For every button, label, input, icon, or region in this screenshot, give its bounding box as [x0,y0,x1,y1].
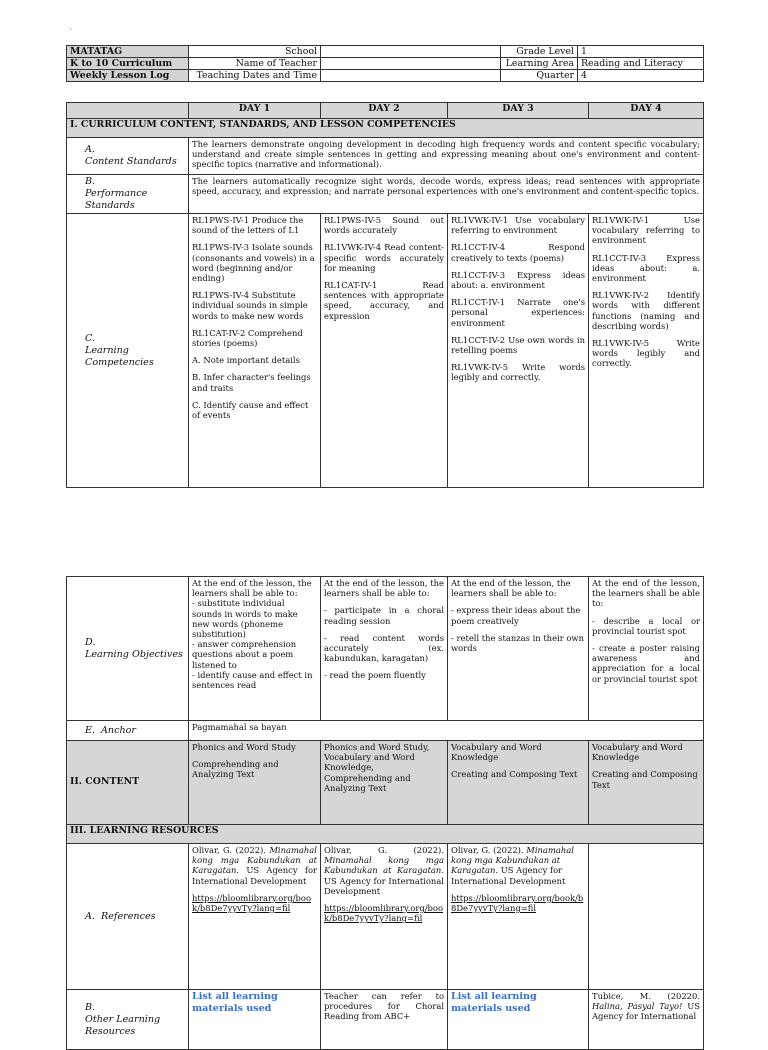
objectives-day4[interactable]: At the end of the lesson, the learners shall be able to: - describe a local or provincial tourist spot - create a poster raising awareness and appreciation for a local or provincial tourist spot [589,577,704,721]
other-resources-day3[interactable]: List all learning materials used [448,990,589,1050]
reference-link[interactable]: https://bloomlibrary.org/book/b8De7yyvTy?lang=fil [192,892,311,914]
school-label: School [189,46,321,58]
objectives-day2[interactable]: At the end of the lesson, the learners shall be able to: - participate in a choral reading session - read content words accurately (ex. kabundukan, karagatan) - read the poem fluently [321,577,448,721]
performance-standards-label: B.Performance Standards [67,175,189,214]
header-table [66,45,704,82]
reference-link[interactable]: https://bloomlibrary.org/book/b8De7yyvTy?lang=fil [451,892,584,914]
references-label: A. References [67,844,189,990]
day-header: DAY 1 [189,103,321,119]
teacher-value[interactable] [321,58,501,70]
day-header: DAY 3 [448,103,589,119]
anchor-label: E. Anchor [67,721,189,741]
school-value[interactable] [321,46,501,58]
day-header: DAY 4 [589,103,704,119]
lesson-log-table-1 [66,102,704,488]
other-resources-day4[interactable]: Tubice, M. (20220. Halina, Pasyal Tayo! US Agency for International [589,990,704,1050]
grade-level-value[interactable]: 1 [578,46,704,58]
content-standards-text[interactable]: The learners demonstrate ongoing development in decoding high frequency words and content specific vocabulary; understand and create simple sentences in getting and expressing meaning about one's environment and content-specific topics (narrative and informational). [189,138,704,175]
teacher-label: Name of Teacher [189,58,321,70]
corner-cell [67,103,189,119]
quarter-label: Quarter [501,70,578,82]
references-day1[interactable]: Olivar, G. (2022). Minamahal kong mga Kabundukan at Karagatan. US Agency for International Development https://bloomlibrary.org/book/b8De7yyvTy?lang=fil [189,844,321,990]
learning-objectives-label: D.Learning Objectives [67,577,189,721]
other-resources-day2[interactable]: Teacher can refer to procedures for Choral Reading from ABC+ [321,990,448,1050]
day-header: DAY 2 [321,103,448,119]
other-resources-label: B.Other Learning Resources [67,990,189,1050]
dates-value[interactable] [321,70,501,82]
competencies-day4[interactable]: RL1VWK-IV-1 Use vocabulary referring to environment RL1CCT-IV-3 Express ideas about: a. environment RL1VWK-IV-2 Identify words with different functions (naming and describing words) RL1VWK-IV-5 Write words legibly and correctly. [589,214,704,488]
reference-link[interactable]: https://bloomlibrary.org/book/b8De7yyvTy?lang=fil [324,903,443,924]
lesson-log-table-2 [66,576,704,1050]
content-standards-label: A.Content Standards [67,138,189,175]
references-day3[interactable]: Olivar, G. (2022). Minamahal kong mga Kabundukan at Karagatan. US Agency for International Development https://bloomlibrary.org/book/b8De7yyvTy?lang=fil [448,844,589,990]
objectives-day1[interactable]: At the end of the lesson, the learners shall be able to: - substitute individual sounds in words to make new words (phoneme substitution) - answer comprehension questions about a poem listened to - identify cause and effect in sentences read [189,577,321,721]
other-resources-day1[interactable]: List all learning materials used [189,990,321,1050]
dates-label: Teaching Dates and Time [189,70,321,82]
content-day2[interactable]: Phonics and Word Study, Vocabulary and Word Knowledge, Comprehending and Analyzing Text [321,741,448,825]
competencies-day1[interactable]: RL1PWS-IV-1 Produce the sound of the letters of L1 RL1PWS-IV-3 Isolate sounds (consonants and vowels) in a word (beginning and/or ending) RL1PWS-IV-4 Substitute individual sounds in simple words to make new words RL1CAT-IV-2 Comprehend stories (poems) A. Note important details B. Infer character's feelings and traits C. Identify cause and effect of events [189,214,321,488]
references-day4[interactable] [589,844,704,990]
competencies-day3[interactable]: RL1VWK-IV-1 Use vocabulary referring to environment RL1CCT-IV-4 Respond creatively to texts (poems) RL1CCT-IV-3 Express ideas about: a. environment RL1CCT-IV-1 Narrate one's personal experiences: environment RL1CCT-IV-2 Use own words in retelling poems RL1VWK-IV-5 Write words legibly and correctly. [448,214,589,488]
content-day3[interactable]: Vocabulary and Word Knowledge Creating and Composing Text [448,741,589,825]
competencies-day2[interactable]: RL1PWS-IV-5 Sound out words accurately RL1VWK-IV-4 Read content-specific words accurately for meaning RL1CAT-IV-1 Read sentences with appropriate speed, accuracy, and expression [321,214,448,488]
content-day1[interactable]: Phonics and Word Study Comprehending and Analyzing Text [189,741,321,825]
corner-mark: ` [69,28,73,37]
learning-area-label: Learning Area [501,58,578,70]
curriculum-label: MATATAG [67,46,189,58]
content-day4[interactable]: Vocabulary and Word Knowledge Creating and Composing Text [589,741,704,825]
section-heading: I. CURRICULUM CONTENT, STANDARDS, AND LESSON COMPETENCIES [67,119,704,138]
grade-level-label: Grade Level [501,46,578,58]
curriculum-label: K to 10 Curriculum [67,58,189,70]
curriculum-label: Weekly Lesson Log [67,70,189,82]
performance-standards-text[interactable]: The learners automatically recognize sight words, decode words, express ideas; read sentences with appropriate speed, accuracy, and expression; and narrate personal experiences with one's environment and content-specific topics. [189,175,704,214]
learning-competencies-label: C.Learning Competencies [67,214,189,488]
learning-area-value[interactable]: Reading and Literacy [578,58,704,70]
references-day2[interactable]: Olivar, G. (2022). Minamahal kong mga Kabundukan at Karagatan. US Agency for International Development https://bloomlibrary.org/book/b8De7yyvTy?lang=fil [321,844,448,990]
content-label: II. CONTENT [67,741,189,825]
anchor-text[interactable]: Pagmamahal sa bayan [189,721,704,741]
objectives-day3[interactable]: At the end of the lesson, the learners shall be able to: - express their ideas about the poem creatively - retell the stanzas in their own words [448,577,589,721]
quarter-value[interactable]: 4 [578,70,704,82]
section-heading: III. LEARNING RESOURCES [67,825,704,844]
